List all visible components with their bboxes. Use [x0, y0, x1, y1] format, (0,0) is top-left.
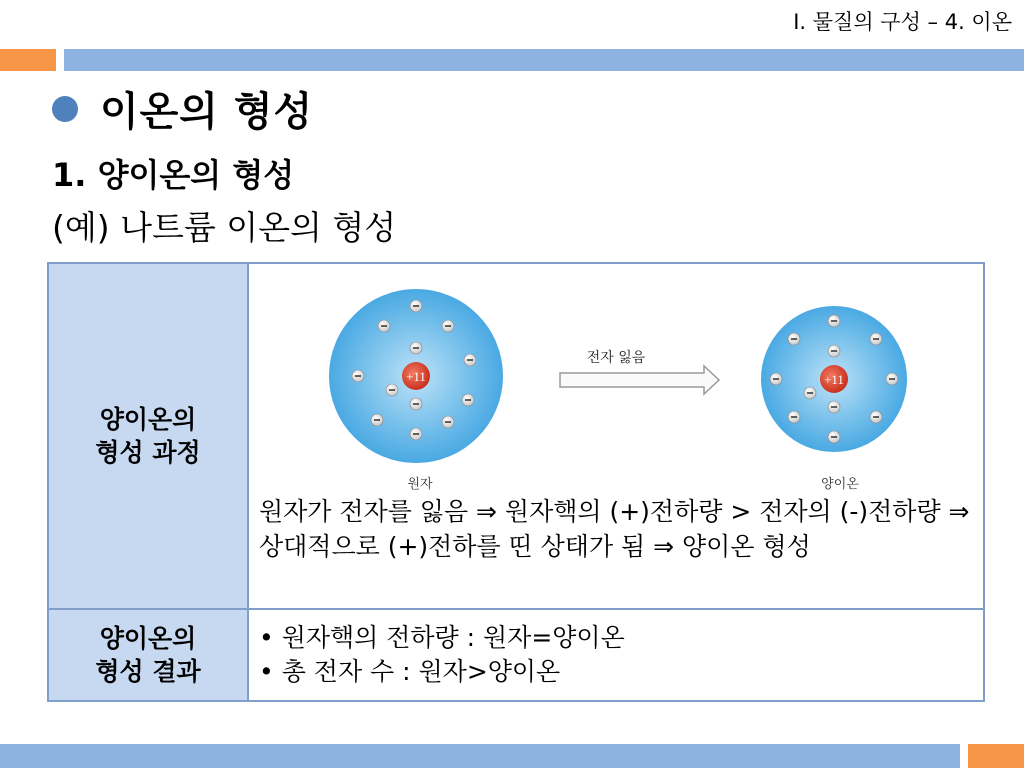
electron-icon: [464, 354, 476, 366]
bottom-accent-orange: [968, 744, 1024, 768]
electron-icon: [410, 342, 422, 354]
atom-diagram: [329, 289, 503, 492]
slide-title: 이온의 형성: [100, 89, 314, 135]
ion-label: 양이온: [821, 477, 859, 492]
electron-icon: [410, 398, 422, 410]
table-row-result: [48, 609, 984, 701]
list-item: • 총 전자 수 : 원자>양이온: [259, 655, 973, 689]
electron-icon: [828, 315, 840, 327]
row-header-line1: 양이온의: [99, 624, 197, 653]
row-header-line2: 형성 결과: [95, 657, 201, 686]
ion-nucleus-charge: +11: [824, 372, 844, 387]
electron-icon: [804, 387, 816, 399]
electron-icon: [378, 320, 390, 332]
row-header-line2: 형성 과정: [95, 438, 201, 467]
slide-subtitle: 1. 양이온의 형성: [52, 156, 295, 194]
electron-icon: [828, 401, 840, 413]
content-table: [47, 262, 985, 702]
process-description: 원자가 전자를 잃음 ⇒ 원자핵의 (+)전하량 > 전자의 (-)전하량 ⇒ 상대적으로 (+)전하를 띤 상태가 됨 ⇒ 양이온 형성: [259, 497, 970, 561]
electron-icon: [886, 373, 898, 385]
electron-icon: [442, 416, 454, 428]
table-row-process: [48, 263, 984, 609]
electron-icon: [442, 320, 454, 332]
electron-icon: [462, 394, 474, 406]
arrow-label: 전자 잃음: [586, 350, 646, 366]
electron-icon: [386, 384, 398, 396]
electron-icon: [870, 411, 882, 423]
atom-label: 원자: [407, 477, 433, 492]
electron-icon: [788, 411, 800, 423]
electron-icon: [870, 333, 882, 345]
result-cell: [248, 609, 984, 701]
bullet-circle-icon: [52, 96, 78, 122]
ion-formation-diagram: [249, 264, 983, 496]
bottom-accent-bar: [0, 744, 960, 768]
electron-icon: [828, 431, 840, 443]
row-header-process: [48, 263, 248, 609]
arrow-diagram: [560, 349, 719, 394]
row-header-line1: 양이온의: [99, 405, 197, 434]
nucleus-charge: +11: [406, 369, 426, 384]
electron-icon: [410, 428, 422, 440]
breadcrumb: Ⅰ. 물질의 구성 – 4. 이온: [793, 10, 1012, 34]
row-header-result: [48, 609, 248, 701]
electron-icon: [828, 345, 840, 357]
list-item: • 원자핵의 전하량 : 원자=양이온: [259, 621, 973, 655]
example-line: (예) 나트륨 이온의 형성: [52, 208, 397, 247]
electron-icon: [410, 300, 422, 312]
electron-icon: [788, 333, 800, 345]
right-arrow-icon: [560, 366, 719, 394]
electron-icon: [770, 373, 782, 385]
process-cell: [248, 263, 984, 609]
title-row: [52, 80, 313, 137]
top-accent-orange: [0, 49, 56, 71]
electron-icon: [352, 370, 364, 382]
ion-diagram: [761, 306, 907, 492]
top-accent-bar: [64, 49, 1024, 71]
electron-icon: [371, 414, 383, 426]
result-list: [249, 621, 983, 689]
